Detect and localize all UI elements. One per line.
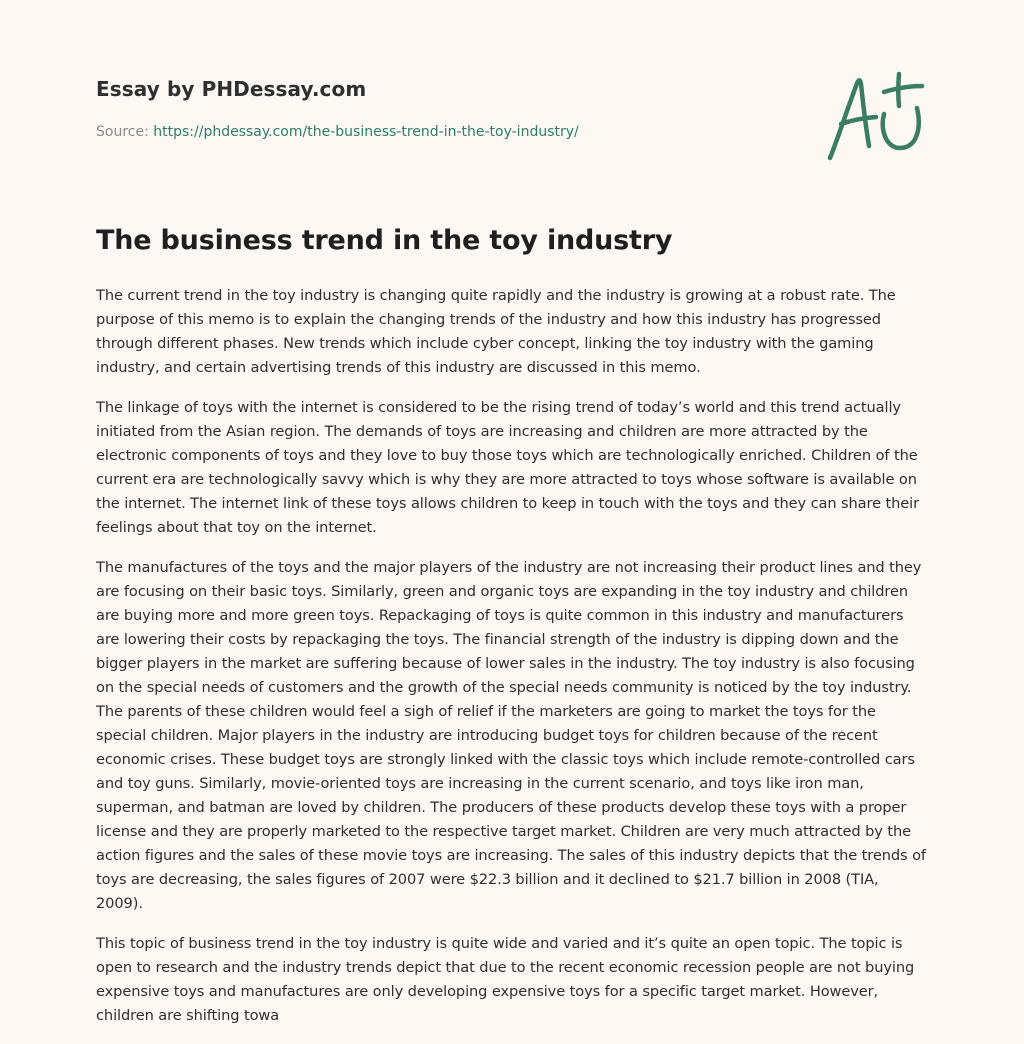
source-label: Source: <box>96 124 154 140</box>
paragraph: The linkage of toys with the internet is considered to be the rising trend of today’s world and this trend actually initiated from the Asian region. The demands of toys are increasing and children are more attracted by the electronic components of toys and they love to buy those toys which are technologically enriched. Children of the current era are technologically savvy which is why they are more attracted to toys whose software is available on the internet. The internet link of these toys allows children to keep in touch with the toys and they can share their feelings about that toy on the internet. <box>96 399 920 536</box>
paragraph: The manufactures of the toys and the major players of the industry are not increasing their product lines and they are focusing on their basic toys. Similarly, green and organic toys are expanding in the toy industry and children are buying more and more green toys. Repackaging of toys is quite common in this industry and manufacturers are lowering their costs by repackaging the toys. The financial strength of the industry is dipping down and the bigger players in the market are suffering because of lower sales in the industry. The toy industry is also focusing on the special needs of customers and the growth of the special needs community is noticed by the toy industry. The parents of these children would feel a sigh of relief if the marketers are going to market the toys for the special children. Major players in the industry are introducing budget toys for children because of the recent economic crises. These budget toys are strongly linked with the classic toys which include remote-controlled cars and toy guns. Similarly, movie-oriented toys are increasing in the current scenario, and toys like iron man, superman, and batman are loved by children. The producers of these products develop these toys with a proper license and they are properly marketed to the respective target market. Children are very much attracted by the action figures and the sales of these movie toys are increasing. The sales of this industry depicts that the trends of toys are decreasing, the sales figures of 2007 were $22.3 billion and it declined to $21.7 billion in 2008 (TIA, 2009). <box>96 559 926 912</box>
source-link[interactable]: https://phdessay.com/the-business-trend-in-the-toy-industry/ <box>153 124 579 140</box>
essay-body <box>96 284 928 1044</box>
paragraph: This topic of business trend in the toy industry is quite wide and varied and it’s quite an open topic. The topic is open to research and the industry trends depict that due to the recent economic recession people are not buying expensive toys and manufactures are only developing expensive toys for a specific target market. However, children are shifting towa <box>96 935 915 1024</box>
a-plus-logo-icon <box>824 68 928 164</box>
site-title: Essay by PHDessay.com <box>96 77 367 101</box>
paragraph: The current trend in the toy industry is changing quite rapidly and the industry is growing at a robust rate. The purpose of this memo is to explain the changing trends of the industry and how this industry has progressed through different phases. New trends which include cyber concept, linking the toy industry with the gaming industry, and certain advertising trends of this industry are discussed in this memo. <box>96 287 896 376</box>
essay-title: The business trend in the toy industry <box>96 225 673 256</box>
source-line <box>96 124 579 140</box>
